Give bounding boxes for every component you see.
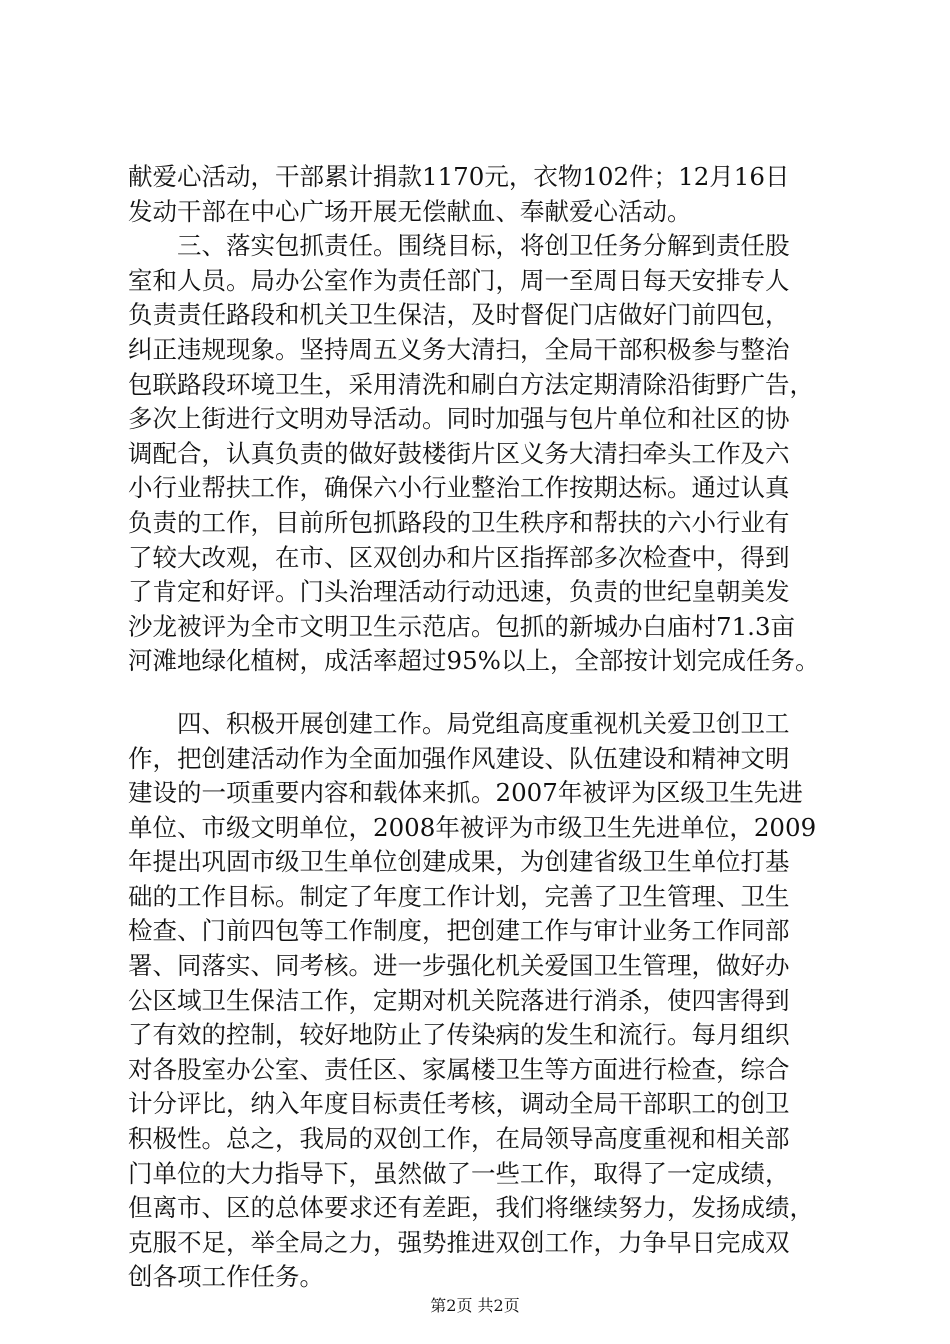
text-line: 作，把创建活动作为全面加强作风建设、队伍建设和精神文明 (128, 743, 790, 773)
text-line: 计分评比，纳入年度目标责任考核，调动全局干部职工的创卫 (128, 1089, 790, 1119)
text-line: 了较大改观，在市、区双创办和片区指挥部多次检查中，得到 (128, 542, 790, 572)
text-line: 署、同落实、同考核。进一步强化机关爱国卫生管理，做好办 (128, 951, 790, 981)
text-line: 室和人员。局办公室作为责任部门，周一至周日每天安排专人 (128, 265, 790, 295)
text-line: 调配合，认真负责的做好鼓楼街片区义务大清扫牵头工作及六 (128, 438, 790, 468)
paragraph-spacer (128, 679, 833, 707)
text-line: 纠正违规现象。坚持周五义务大清扫，全局干部积极参与整治 (128, 334, 790, 364)
text-line: 多次上街进行文明劝导活动。同时加强与包片单位和社区的协 (128, 404, 790, 434)
document-body (128, 160, 833, 1295)
text-line: 年提出巩固市级卫生单位创建成果，为创建省级卫生单位打基 (128, 847, 790, 877)
text-line: 创各项工作任务。 (128, 1262, 324, 1292)
text-line: 献爱心活动，干部累计捐款1170元，衣物102件；12月16日 (128, 162, 790, 191)
page-footer: 第2页 共2页 (430, 1296, 520, 1315)
paragraph-responsibility (128, 229, 833, 679)
text-line: 门单位的大力指导下，虽然做了一些工作，取得了一定成绩， (128, 1158, 790, 1188)
text-line: 了有效的控制，较好地防止了传染病的发生和流行。每月组织 (128, 1020, 790, 1050)
text-line: 沙龙被评为全市文明卫生示范店。包抓的新城办白庙村71.3亩 (128, 611, 796, 641)
text-line: 河滩地绿化植树，成活率超过95%以上，全部按计划完成任务。 (128, 646, 820, 676)
text-line: 积极性。总之，我局的双创工作，在局领导高度重视和相关部 (128, 1124, 790, 1154)
text-line: 公区域卫生保洁工作，定期对机关院落进行消杀，使四害得到 (128, 985, 790, 1015)
text-line: 检查、门前四包等工作制度，把创建工作与审计业务工作同部 (128, 916, 790, 946)
text-line: 对各股室办公室、责任区、家属楼卫生等方面进行检查，综合 (128, 1054, 790, 1084)
text-line: 发动干部在中心广场开展无偿献血、奉献爱心活动。 (128, 196, 692, 226)
text-line: 础的工作目标。制定了年度工作计划，完善了卫生管理、卫生 (128, 881, 790, 911)
paragraph-creation-work (128, 707, 833, 1295)
text-line: 包联路段环境卫生，采用清洗和刷白方法定期清除沿街野广告， (128, 369, 814, 399)
text-line: 了肯定和好评。门头治理活动行动迅速，负责的世纪皇朝美发 (128, 577, 790, 607)
text-line: 负责的工作，目前所包抓路段的卫生秩序和帮扶的六小行业有 (128, 507, 790, 537)
text-line: 小行业帮扶工作，确保六小行业整治工作按期达标。通过认真 (128, 473, 790, 503)
text-line: 但离市、区的总体要求还有差距，我们将继续努力，发扬成绩， (128, 1193, 814, 1223)
text-line: 克服不足，举全局之力，强势推进双创工作，力争早日完成双 (128, 1227, 790, 1257)
text-line: 单位、市级文明单位，2008年被评为市级卫生先进单位，2009 (128, 812, 817, 842)
paragraph-donation (128, 160, 833, 229)
text-line: 三、落实包抓责任。围绕目标，将创卫任务分解到责任股 (128, 231, 790, 261)
text-line: 负责责任路段和机关卫生保洁，及时督促门店做好门前四包， (128, 300, 790, 330)
text-line: 建设的一项重要内容和载体来抓。2007年被评为区级卫生先进 (128, 778, 803, 808)
text-line: 四、积极开展创建工作。局党组高度重视机关爱卫创卫工 (128, 708, 790, 738)
